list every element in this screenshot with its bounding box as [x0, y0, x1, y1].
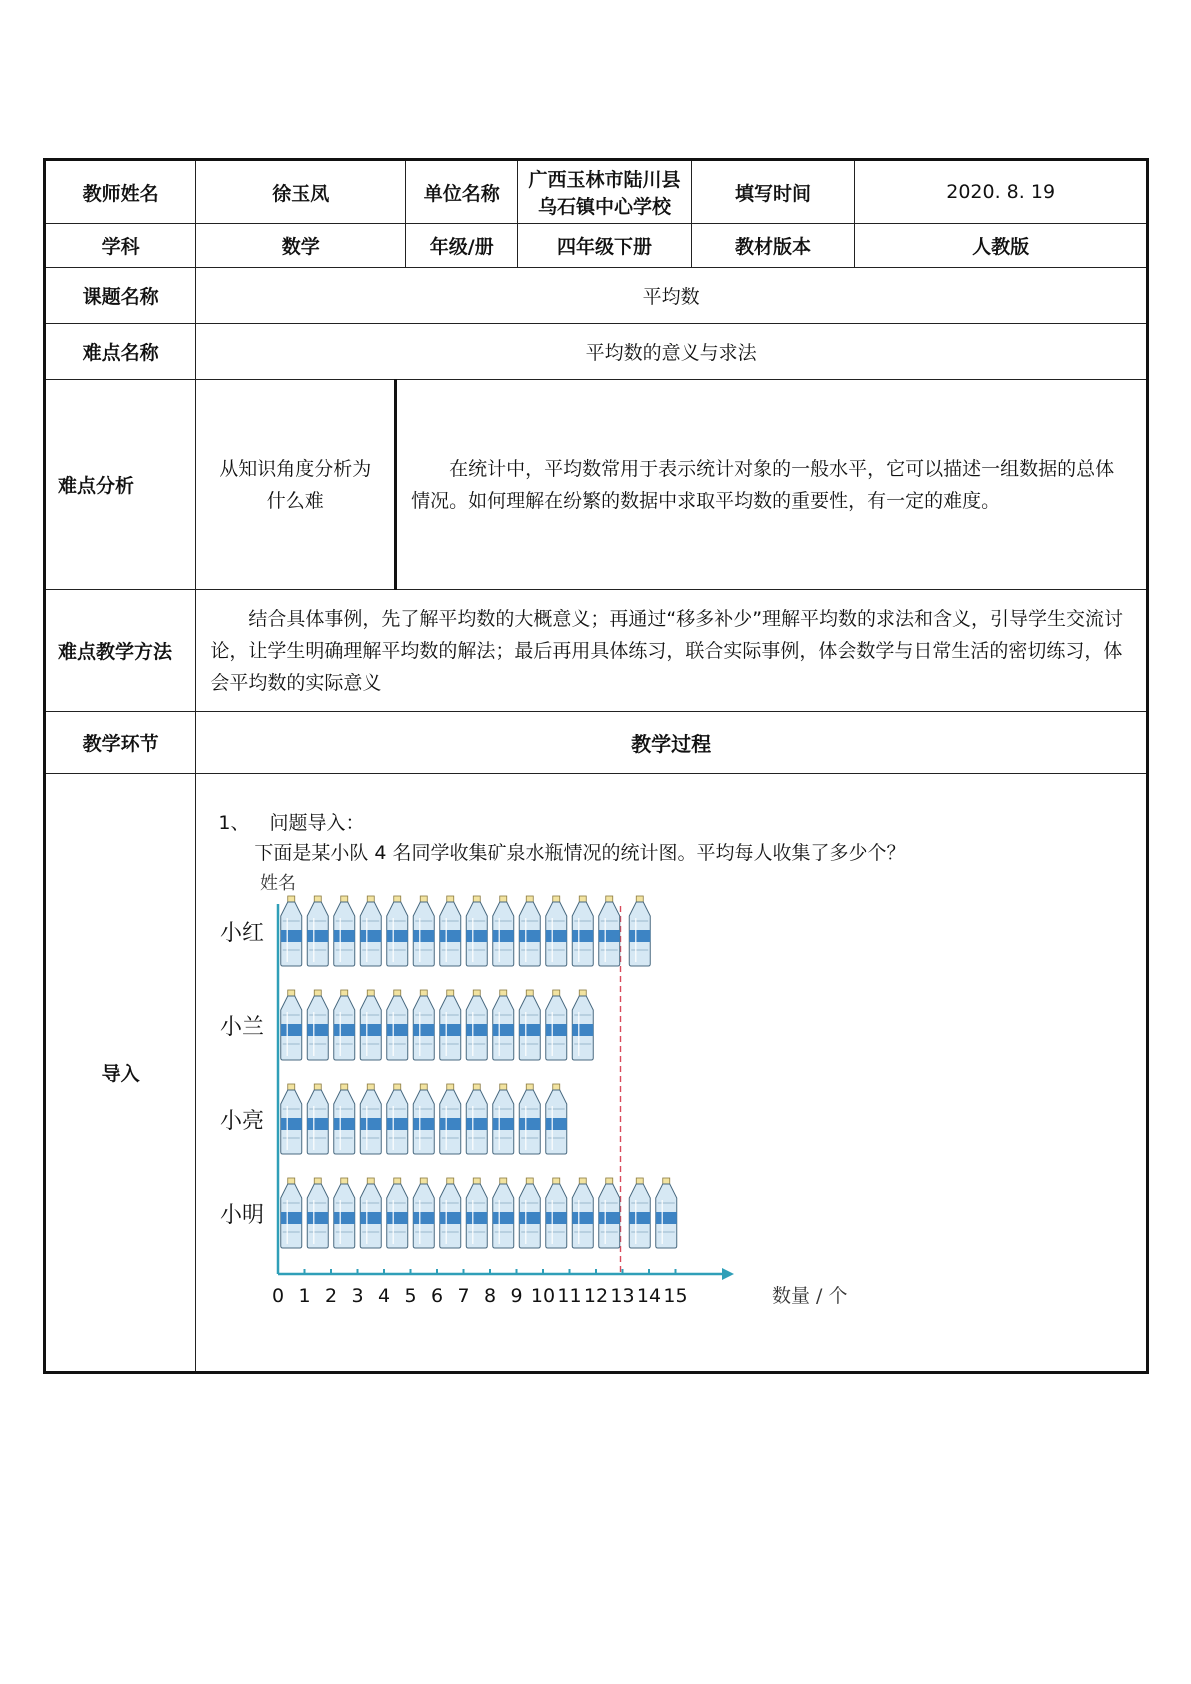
bottle-mark: [440, 1178, 461, 1248]
category-label: 小红: [220, 921, 265, 946]
x-axis-label: 数量 / 个: [772, 1285, 848, 1307]
category-label: 小亮: [220, 1109, 265, 1134]
bottle-mark: [414, 1178, 435, 1248]
x-tick-label: 13: [610, 1285, 635, 1307]
bottle-mark: [334, 990, 355, 1060]
teacher-value: 徐玉凤: [196, 160, 406, 224]
analysis-text: 在统计中，平均数常用于表示统计对象的一般水平，它可以描述一组数据的总体情况。如何理解在纷繁的数据中求取平均数的重要性，有一定的难度。: [396, 380, 1148, 590]
bottle-mark: [546, 896, 567, 966]
bottle-mark: [308, 1178, 329, 1248]
category-label: 小明: [220, 1203, 265, 1228]
date-value: 2020. 8. 19: [855, 160, 1148, 224]
intro-content: [196, 774, 1148, 1373]
bottle-mark: [361, 896, 382, 966]
unit-value-line2: 乌石镇中心学校: [538, 196, 672, 218]
bottle-mark: [387, 1084, 408, 1154]
x-tick-label: 15: [663, 1285, 688, 1307]
bottle-mark: [281, 1178, 302, 1248]
unit-value: [518, 160, 692, 224]
bottle-mark: [493, 1178, 514, 1248]
x-tick-label: 9: [510, 1285, 523, 1307]
edition-value: 人教版: [855, 224, 1148, 268]
x-axis-arrow: [722, 1268, 734, 1280]
bottle-mark: [520, 896, 541, 966]
x-tick-label: 3: [351, 1285, 364, 1307]
x-tick-label: 4: [378, 1285, 391, 1307]
bottle-mark: [334, 1178, 355, 1248]
process-value: 教学过程: [196, 712, 1148, 774]
bottle-mark: [334, 896, 355, 966]
bottle-mark: [281, 896, 302, 966]
x-tick-label: 7: [457, 1285, 470, 1307]
bottle-mark: [281, 990, 302, 1060]
analysis-sub-label: 从知识角度分析为什么难: [196, 380, 396, 590]
bottle-mark: [467, 1178, 488, 1248]
intro-label: 导入: [45, 774, 196, 1373]
bottle-mark: [599, 1178, 620, 1248]
bottle-mark: [493, 990, 514, 1060]
edition-label: 教材版本: [691, 224, 854, 268]
x-tick-label: 14: [637, 1285, 662, 1307]
bottle-mark: [308, 896, 329, 966]
x-tick-label: 8: [484, 1285, 497, 1307]
bottle-mark: [308, 1084, 329, 1154]
bottle-mark: [334, 1084, 355, 1154]
x-tick-label: 12: [584, 1285, 609, 1307]
bottle-mark: [414, 990, 435, 1060]
bottle-mark: [546, 990, 567, 1060]
x-tick-label: 6: [431, 1285, 444, 1307]
bottle-mark: [573, 896, 594, 966]
question-title: 问题导入：: [269, 812, 365, 834]
bottle-mark: [467, 990, 488, 1060]
bottle-mark: [520, 990, 541, 1060]
y-axis-label: 姓名: [260, 873, 297, 894]
bottle-mark: [414, 896, 435, 966]
x-tick-label: 0: [272, 1285, 285, 1307]
bottle-mark: [493, 896, 514, 966]
bottle-mark: [546, 1084, 567, 1154]
date-label: 填写时间: [691, 160, 854, 224]
bottle-mark: [387, 990, 408, 1060]
bottle-chart: [216, 866, 1116, 1366]
subject-value: 数学: [196, 224, 406, 268]
bottle-mark: [414, 1084, 435, 1154]
bottle-mark: [440, 896, 461, 966]
bottle-mark: [573, 1178, 594, 1248]
question-number: 1、: [218, 812, 250, 834]
bottle-mark: [440, 990, 461, 1060]
bottle-mark: [387, 1178, 408, 1248]
unit-value-line1: 广西玉林市陆川县: [528, 169, 681, 191]
bottle-mark: [599, 896, 620, 966]
bottle-mark: [546, 1178, 567, 1248]
x-tick-label: 2: [325, 1285, 338, 1307]
bottle-mark: [361, 1084, 382, 1154]
question-text: 下面是某小队 4 名同学收集矿泉水瓶情况的统计图。平均每人收集了多少个？: [254, 842, 906, 864]
subject-label: 学科: [45, 224, 196, 268]
question-heading: [218, 808, 364, 835]
bottle-mark: [467, 896, 488, 966]
difficulty-label: 难点名称: [45, 324, 196, 380]
x-tick-label: 5: [404, 1285, 417, 1307]
bottle-mark: [467, 1084, 488, 1154]
bottle-mark: [493, 1084, 514, 1154]
difficulty-value: 平均数的意义与求法: [196, 324, 1148, 380]
bottle-mark: [361, 990, 382, 1060]
topic-label: 课题名称: [45, 268, 196, 324]
category-label: 小兰: [220, 1015, 265, 1040]
bottle-mark: [361, 1178, 382, 1248]
method-label: 难点教学方法: [45, 590, 196, 712]
unit-label: 单位名称: [406, 160, 518, 224]
bottle-mark: [281, 1084, 302, 1154]
x-tick-label: 1: [298, 1285, 311, 1307]
process-label: 教学环节: [45, 712, 196, 774]
teacher-label: 教师姓名: [45, 160, 196, 224]
x-tick-label: 11: [557, 1285, 582, 1307]
grade-label: 年级/册: [406, 224, 518, 268]
lesson-plan-table: [43, 158, 1149, 1374]
bottle-mark: [573, 990, 594, 1060]
bottle-mark: [520, 1178, 541, 1248]
x-tick-label: 10: [531, 1285, 556, 1307]
bottle-mark: [630, 1178, 651, 1248]
bottle-mark: [308, 990, 329, 1060]
grade-value: 四年级下册: [518, 224, 692, 268]
bottle-mark: [440, 1084, 461, 1154]
bottle-mark: [387, 896, 408, 966]
bottle-mark: [520, 1084, 541, 1154]
topic-value: 平均数: [196, 268, 1148, 324]
bottle-mark: [656, 1178, 677, 1248]
bottle-mark: [630, 896, 651, 966]
analysis-label: 难点分析: [45, 380, 196, 590]
method-text: 结合具体事例，先了解平均数的大概意义；再通过“移多补少”理解平均数的求法和含义，引导学生交流讨论，让学生明确理解平均数的解法；最后再用具体练习，联合实际事例，体会数学与日常生活的密切练习，体会平均数的实际意义: [196, 590, 1148, 712]
